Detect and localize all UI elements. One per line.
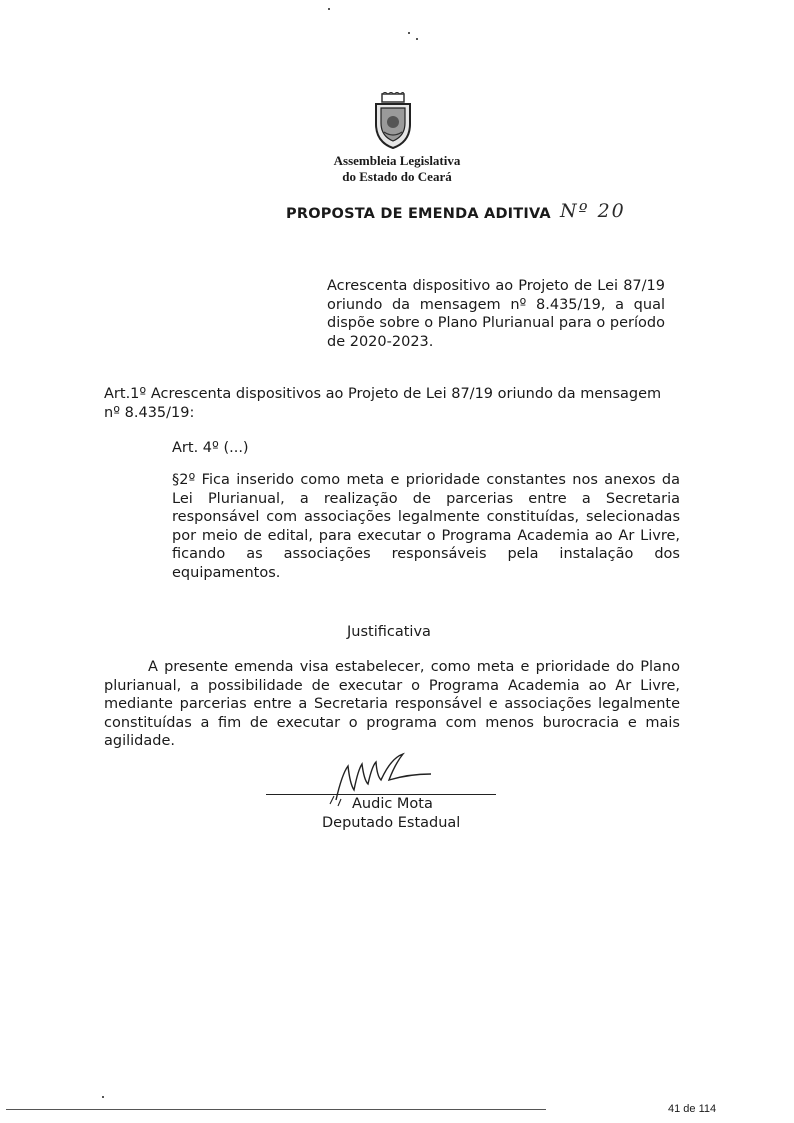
signature-line [266, 794, 496, 795]
page-number: 41 de 114 [668, 1103, 717, 1115]
org-name-line1: Assembleia Legislativa [333, 153, 461, 168]
handwritten-number: Nº 20 [560, 200, 626, 222]
signer-name: Audic Mota [352, 796, 433, 812]
ementa-paragraph: Acrescenta dispositivo ao Projeto de Lei 87/19 oriundo da mensagem nº 8.435/19, a qual dispõe sobre o Plano Plurianual para o período de 2020-2023. [327, 278, 665, 350]
justification-text: A presente emenda visa estabelecer, como meta e prioridade do Plano plurianual, a possibilidade de executar o Programa Academia ao Ar Livre, mediante parcerias entre a Secretaria responsável e associações legalmente constituídas a fim de executar o programa com menos burocracia e mais agilidade. [104, 659, 680, 749]
scan-speck [408, 32, 410, 34]
document-title: PROPOSTA DE EMENDA ADITIVA [286, 206, 551, 222]
article-1: Art.1º Acrescenta dispositivos ao Projeto de Lei 87/19 oriundo da mensagem nº 8.435/19: [104, 386, 662, 421]
scan-speck [328, 8, 330, 10]
footer-divider [6, 1109, 546, 1110]
coat-of-arms-icon [370, 92, 416, 150]
scan-speck [416, 38, 418, 40]
article-4: Art. 4º (...) [172, 440, 249, 456]
scan-speck [102, 1096, 104, 1098]
org-name-line2: do Estado do Ceará [342, 169, 452, 184]
paragraph-2: §2º Fica inserido como meta e prioridade constantes nos anexos da Lei Plurianual, a realização de parcerias entre a Secretaria responsável com associações legalmente constituídas, selecionadas por meio de edital, para executar o Programa Academia ao Ar Livre, ficando as associações responsáveis pela instalação dos equipamentos. [172, 472, 680, 581]
justification-title: Justificativa [347, 624, 431, 640]
signer-role: Deputado Estadual [322, 815, 461, 831]
